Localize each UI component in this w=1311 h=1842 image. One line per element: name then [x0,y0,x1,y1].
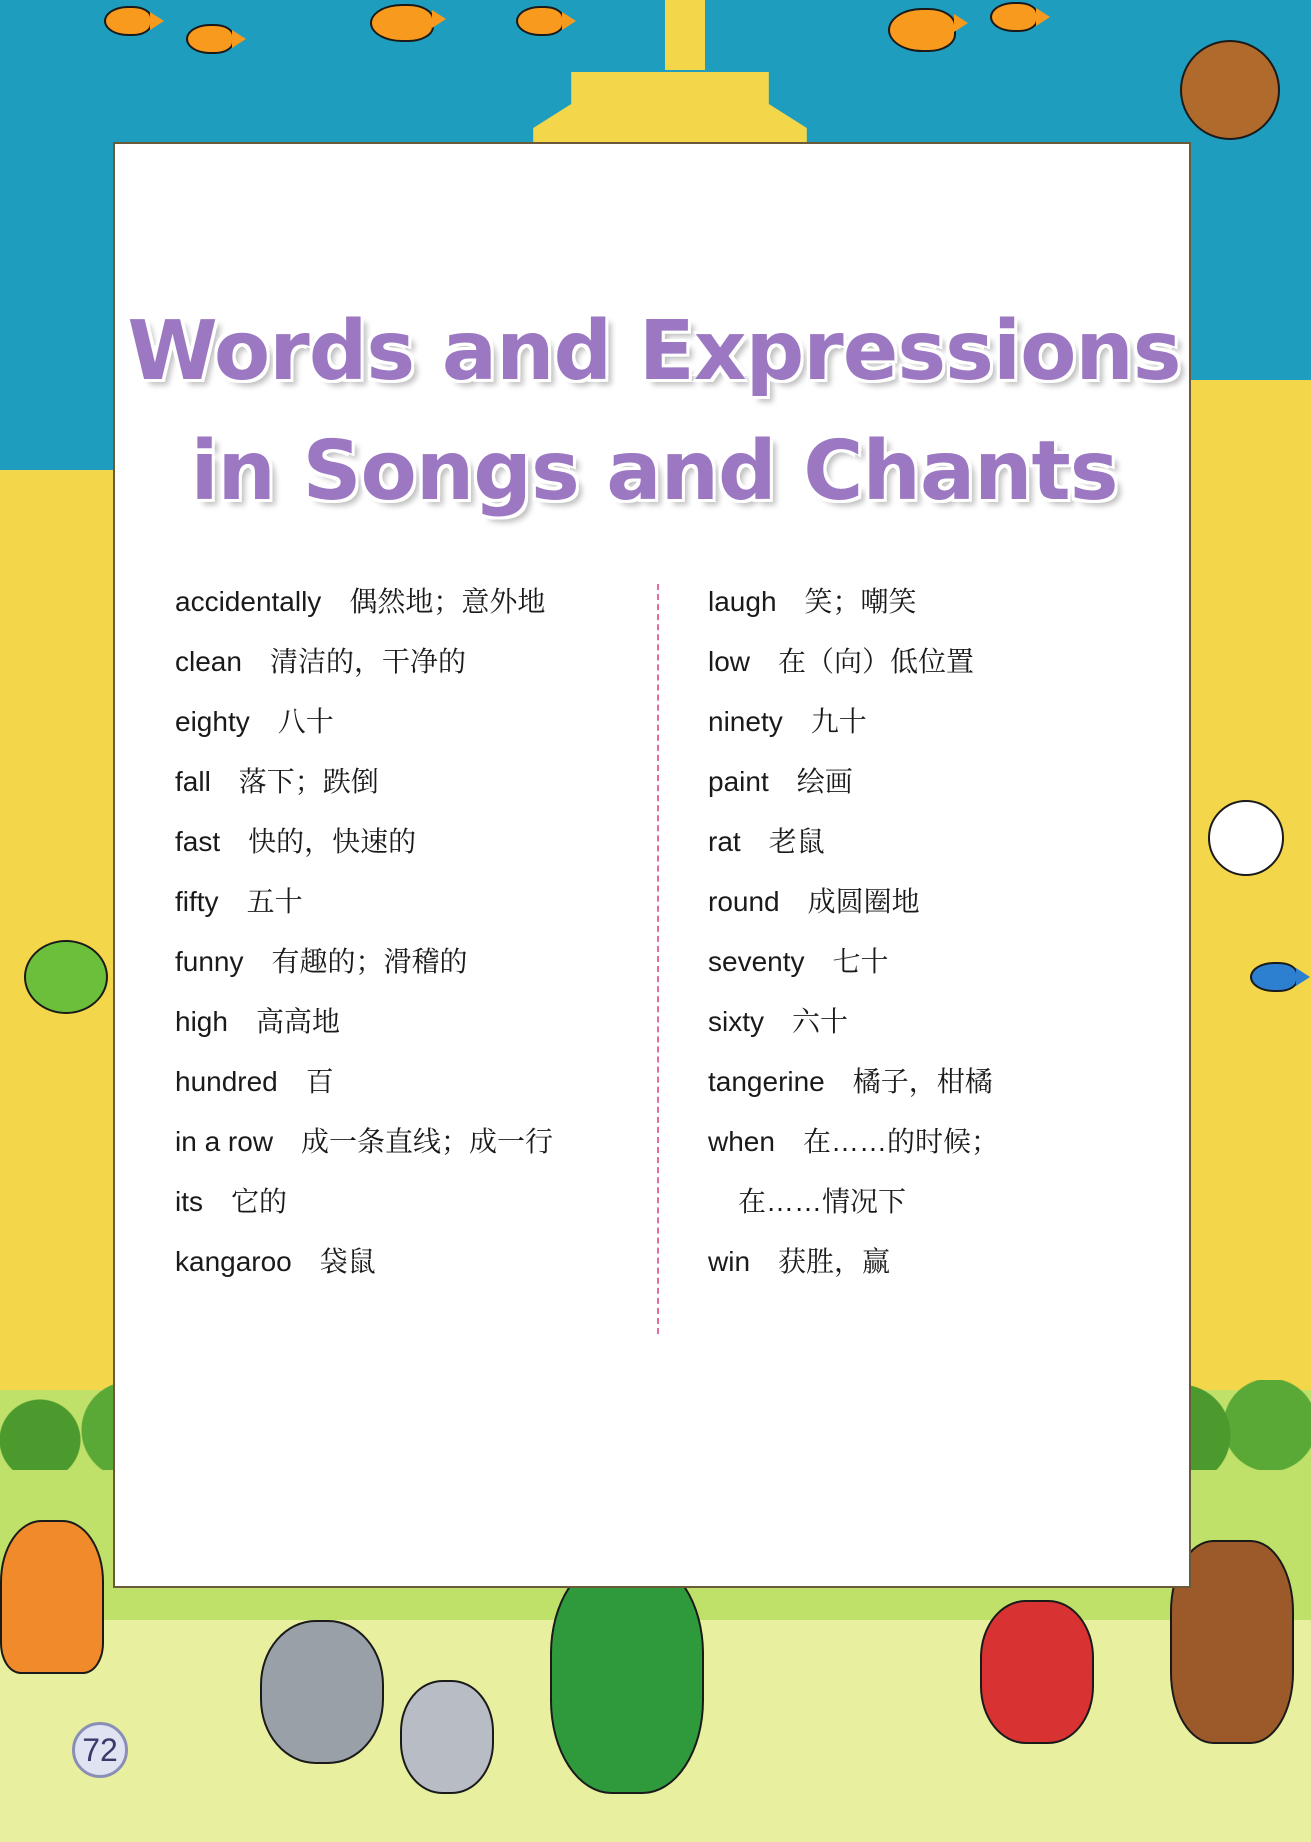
mouse-icon [400,1680,494,1794]
fish-icon [888,8,956,52]
goat-icon [550,1560,704,1794]
bird-icon [1208,800,1284,876]
list-item: rat 老鼠 [708,826,825,857]
list-item: funny 有趣的；滑稽的 [175,946,468,977]
list-item: accidentally 偶然地；意外地 [175,586,546,617]
list-item: kangaroo 袋鼠 [175,1246,376,1277]
wolf-icon [980,1600,1094,1744]
cat-icon [0,1520,104,1674]
elephant-icon [260,1620,384,1764]
list-item: clean 清洁的，干净的 [175,646,466,677]
list-item: high 高高地 [175,1006,340,1037]
list-item: when 在……的时候； [708,1126,999,1157]
list-item: its 它的 [175,1186,288,1217]
column-divider [657,584,659,1334]
list-item: seventy 七十 [708,946,889,977]
fish-icon [990,2,1038,32]
fish-icon [104,6,152,36]
page-title [115,292,1193,532]
list-item: fifty 五十 [175,886,303,917]
vocabulary-panel [113,142,1191,1588]
list-item: hundred 百 [175,1066,334,1097]
list-item: fast 快的，快速的 [175,826,417,857]
list-item: in a row 成一条直线；成一行 [175,1126,554,1157]
fish-icon [1250,962,1298,992]
page-number: 72 [72,1722,128,1778]
fish-icon [370,4,434,42]
title-line-2: in Songs and Chants [190,424,1118,519]
list-item: win 获胜，赢 [708,1246,891,1277]
list-item: fall 落下；跌倒 [175,766,379,797]
parrot-icon [24,940,108,1014]
list-item: ninety 九十 [708,706,867,737]
fish-icon [186,24,234,54]
list-item: tangerine 橘子，柑橘 [708,1066,993,1097]
building-illustration [1190,380,1311,680]
left-word-list [175,572,655,1292]
chimney-illustration [665,0,705,70]
list-item-continuation: 在……情况下 [738,1186,907,1217]
right-word-list [708,572,1148,1292]
list-item: sixty 六十 [708,1006,849,1037]
list-item: low 在（向）低位置 [708,646,975,677]
fish-icon [516,6,564,36]
title-line-1: Words and Expressions [127,304,1181,399]
list-item: round 成圆圈地 [708,886,920,917]
list-item: laugh 笑；嘲笑 [708,586,917,617]
list-item: paint 绘画 [708,766,853,797]
bee-icon [1180,40,1280,140]
list-item: eighty 八十 [175,706,334,737]
